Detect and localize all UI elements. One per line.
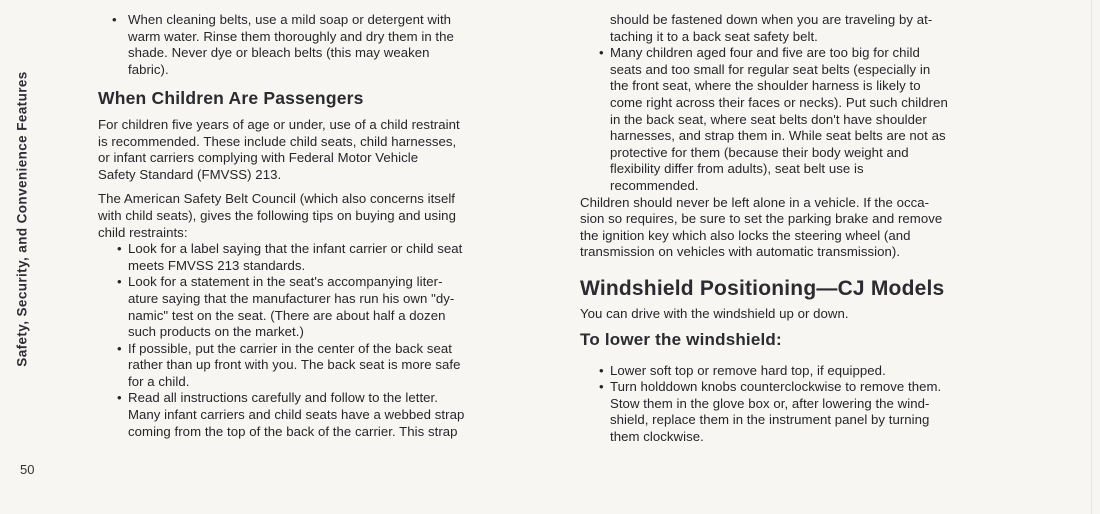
page-edge-line: [1091, 0, 1092, 514]
windshield-intro-text: You can drive with the windshield up or down.: [580, 305, 849, 321]
safety-belt-council-paragraph: The American Safety Belt Council (which also concerns itself with child seats), gives the following tips on buying and using child restraints:: [98, 191, 456, 240]
strap-continuation-text: should be fastened down when you are traveling by at- taching it to a back seat safety belt.: [610, 12, 933, 44]
tip-list-item: • Read all instructions carefully and follow to the letter. Many infant carriers and child seats have a webbed strap coming from the top of the back of the carrier. This strap: [98, 390, 550, 440]
windshield-positioning-heading: Windshield Positioning—CJ Models: [580, 276, 945, 300]
page-number: 50: [20, 462, 35, 477]
belt-cleaning-bullet: • When cleaning belts, use a mild soap or detergent with warm water. Rinse them thoroughly and dry them in the shade. Never dye or bleach belts (this may weaken fabric).: [98, 12, 550, 78]
right-column: [580, 12, 1050, 446]
lower-windshield-subheading: To lower the windshield:: [580, 330, 782, 350]
tip-list-item: • Look for a statement in the seat's accompanying liter- ature saying that the manufacturer has run his own "dy- namic" test on the seat. (There are about half a dozen such products on the market.): [98, 274, 550, 340]
left-column: [98, 12, 550, 440]
side-section-title-text: Safety, Security, and Convenience Features: [14, 71, 30, 367]
tip-list-item: • If possible, put the carrier in the center of the back seat rather than up front with you. The back seat is more safe for a child.: [98, 341, 550, 391]
windshield-step-item: • Turn holddown knobs counterclockwise to remove them. Stow them in the glove box or, after lowering the wind- shield, replace them in the instrument panel by turning them clockwise.: [580, 379, 1050, 445]
child-restraint-paragraph: For children five years of age or under, use of a child restraint is recommended. These include child seats, child harnesses, or infant carriers complying with Federal Motor Vehicle Safety Standard (FMVSS) 213.: [98, 116, 460, 182]
side-section-title: [2, 44, 42, 394]
children-passengers-heading: When Children Are Passengers: [98, 88, 364, 109]
tip-list-item: • Look for a label saying that the infant carrier or child seat meets FMVSS 213 standards.: [98, 241, 550, 274]
older-children-bullet: • Many children aged four and five are too big for child seats and too small for regular seat belts (especially in the front seat, where the shoulder harness is likely to come right across their faces or necks). Put such children in the back seat, where seat belts don't have shoulder harnesses, and strap them in. While seat belts are not as protective for them (because their body weight and flexibility differ from adults), seat belt use is recommended.: [580, 45, 1050, 194]
windshield-step-item: • Lower soft top or remove hard top, if equipped.: [580, 363, 1050, 380]
never-alone-paragraph: Children should never be left alone in a vehicle. If the occa- sion so requires, be sure to set the parking brake and remove the ignition key which also locks the steering wheel (and transmission on vehicles with automatic transmission).: [580, 194, 943, 260]
